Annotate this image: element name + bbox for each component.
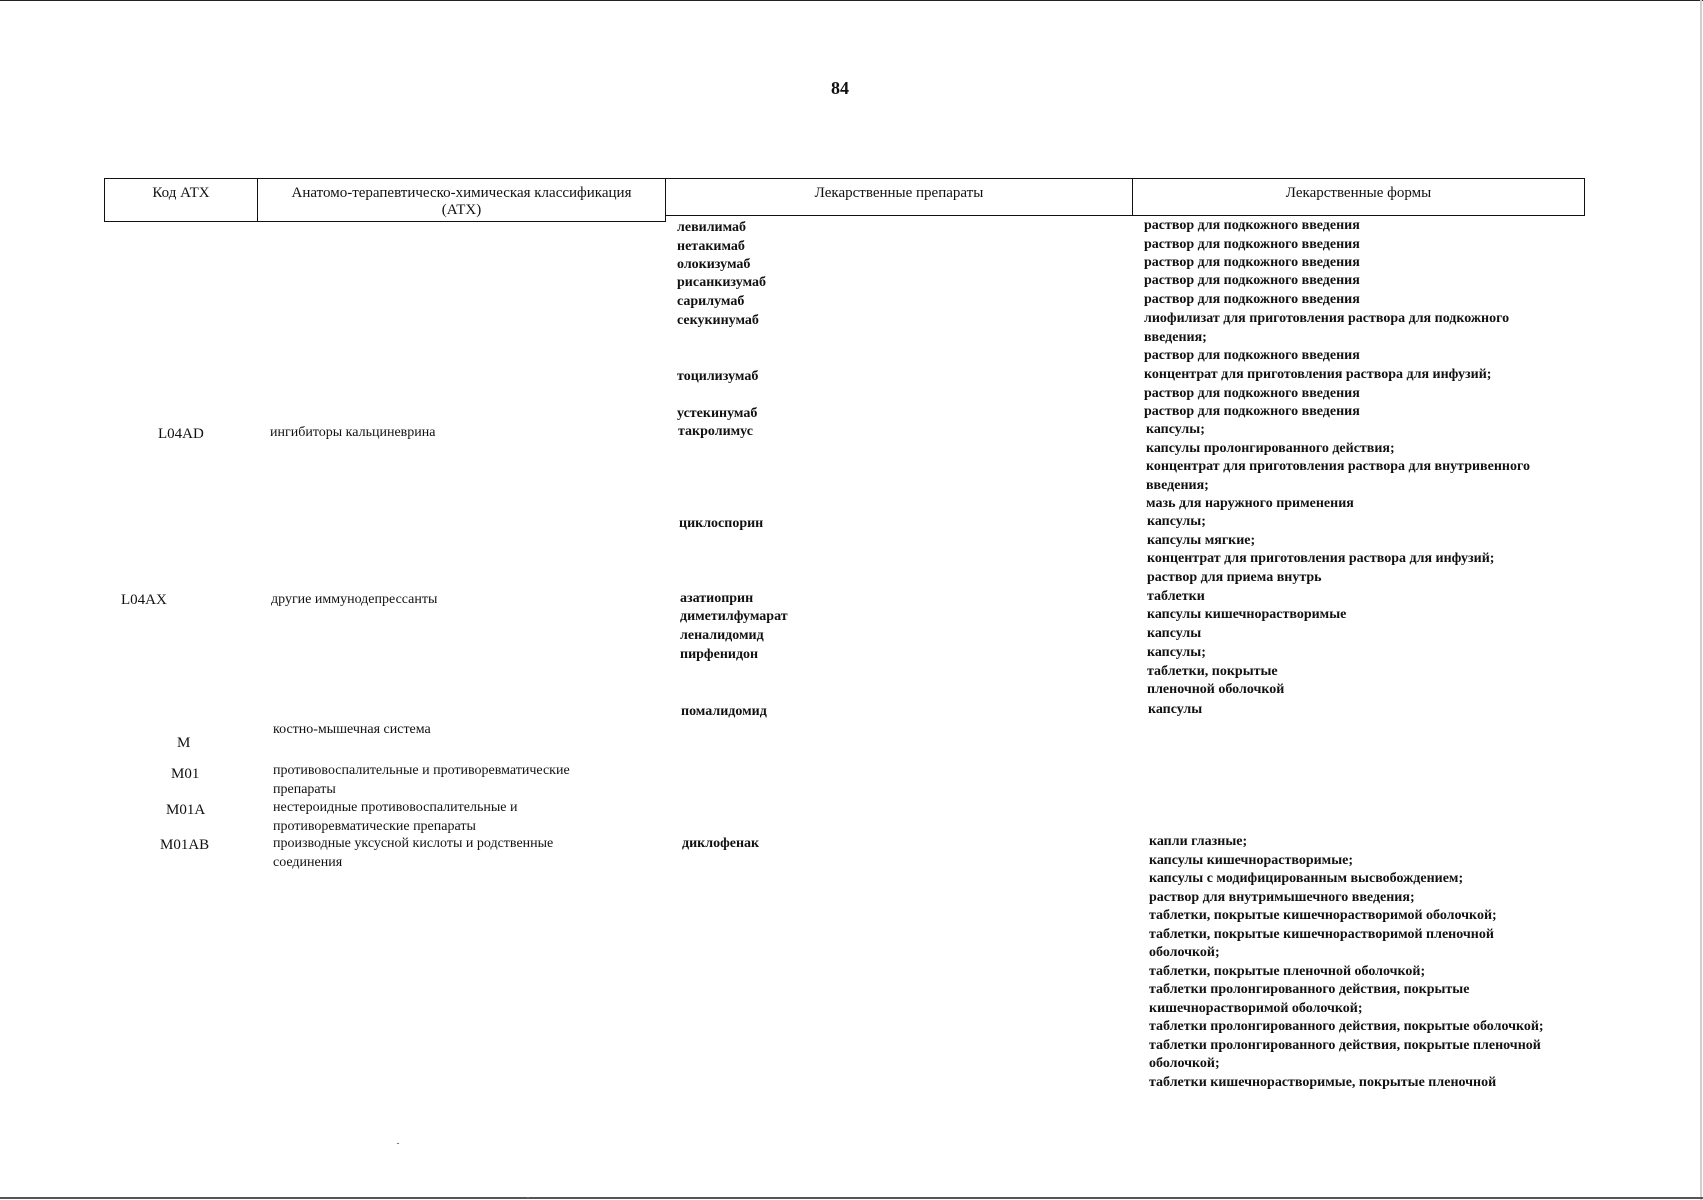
form-line: раствор для подкожного введения xyxy=(1144,255,1360,270)
atc-code: M01A xyxy=(166,802,206,818)
drug-name: олокизумаб xyxy=(677,257,751,272)
drug-name: устекинумаб xyxy=(677,406,758,421)
form-line: таблетки, покрытые кишечнорастворимой пленочной xyxy=(1149,926,1494,942)
scan-speck xyxy=(527,1197,529,1198)
drug-forms xyxy=(1147,588,1205,607)
drug-name: тоцилизумаб xyxy=(677,369,759,384)
header-code-label: Код АТХ xyxy=(152,185,210,201)
drug-name: диклофенак xyxy=(682,836,760,851)
drug-forms xyxy=(1147,625,1201,644)
drug-forms xyxy=(1147,644,1284,700)
scan-border-top xyxy=(0,0,1703,1)
drug-name: пирфенидон xyxy=(680,647,759,662)
header-cell-code xyxy=(104,178,258,222)
form-line: концентрат для приготовления раствора для внутривенного xyxy=(1146,459,1530,474)
form-line: раствор для подкожного введения xyxy=(1144,292,1360,307)
atc-code: M01AB xyxy=(160,837,210,853)
drug-forms xyxy=(1144,310,1509,366)
form-line: раствор для подкожного введения xyxy=(1144,273,1360,288)
form-line: капсулы; xyxy=(1147,514,1206,529)
drug-forms xyxy=(1144,272,1360,291)
class-name-line: соединения xyxy=(273,854,343,870)
drug-name: диметилфумарат xyxy=(680,609,788,624)
form-line: раствор для подкожного введения xyxy=(1144,385,1360,401)
class-name-line: противоревматические препараты xyxy=(273,818,476,834)
class-name-line: костно-мышечная система xyxy=(273,722,431,737)
scan-border-right xyxy=(1700,0,1702,1200)
header-classification-label: Анатомо-терапевтическо-химическая классификация xyxy=(291,185,632,201)
form-line: раствор для подкожного введения xyxy=(1144,218,1360,233)
drug-name: нетакимаб xyxy=(677,239,745,254)
form-line: капсулы кишечнорастворимые; xyxy=(1149,852,1354,868)
form-line: капсулы xyxy=(1147,626,1202,641)
form-line: раствор для подкожного введения xyxy=(1144,404,1360,419)
drug-forms xyxy=(1144,291,1360,310)
form-line: введения; xyxy=(1146,477,1209,493)
header-cell-classification xyxy=(257,178,666,222)
page-number: 84 xyxy=(831,78,849,98)
drug-name: рисанкизумаб xyxy=(677,275,767,290)
drug-name: сарилумаб xyxy=(677,294,745,309)
drug-forms xyxy=(1147,513,1494,587)
form-line: таблетки кишечнорастворимые, покрытые пленочной xyxy=(1149,1074,1497,1090)
form-line: капсулы с модифицированным высвобождением; xyxy=(1149,871,1464,886)
atc-code: L04AX xyxy=(121,592,167,608)
drug-forms xyxy=(1148,701,1202,720)
drug-name: леналидомид xyxy=(680,628,764,643)
drug-name: азатиоприн xyxy=(680,591,754,606)
form-line: кишечнорастворимой оболочкой; xyxy=(1149,1000,1363,1016)
drug-forms xyxy=(1144,254,1360,273)
form-line: введения; xyxy=(1144,329,1207,345)
form-line: раствор для подкожного введения xyxy=(1144,348,1360,363)
form-line: капсулы мягкие; xyxy=(1147,532,1256,548)
scan-border-bottom xyxy=(0,1197,1703,1199)
form-line: капсулы кишечнорастворимые xyxy=(1147,607,1347,622)
form-line: пленочной оболочкой xyxy=(1147,682,1285,697)
form-line: оболочкой; xyxy=(1149,1056,1220,1071)
form-line: капли глазные; xyxy=(1149,834,1248,849)
form-line: раствор для внутримышечного введения; xyxy=(1149,889,1415,905)
atc-class-name xyxy=(273,721,431,740)
form-line: оболочкой; xyxy=(1149,945,1220,960)
form-line: таблетки пролонгированного действия, покрытые xyxy=(1149,982,1470,997)
drug-name: циклоспорин xyxy=(679,516,764,531)
form-line: лиофилизат для приготовления раствора для подкожного xyxy=(1144,311,1510,326)
header-cell-drugs xyxy=(665,178,1133,216)
form-line: таблетки, покрытые кишечнорастворимой оболочкой; xyxy=(1149,908,1497,923)
drug-name: такролимус xyxy=(678,424,753,439)
form-line: концентрат для приготовления раствора для инфузий; xyxy=(1144,367,1492,382)
drug-forms xyxy=(1146,421,1530,514)
atc-class-name xyxy=(271,591,437,610)
class-name-line: другие иммунодепрессанты xyxy=(271,592,438,607)
atc-class-name xyxy=(273,799,517,836)
header-forms-label: Лекарственные формы xyxy=(1285,185,1432,201)
drug-name: помалидомид xyxy=(681,704,767,719)
atc-code: M xyxy=(177,735,191,751)
drug-name: левилимаб xyxy=(677,220,747,235)
scan-speck xyxy=(397,1143,399,1144)
form-line: таблетки, покрытые пленочной оболочкой; xyxy=(1149,963,1426,979)
form-line: раствор для подкожного введения xyxy=(1144,237,1360,252)
form-line: таблетки пролонгированного действия, покрытые оболочкой; xyxy=(1149,1019,1544,1034)
class-name-line: нестероидные противовоспалительные и xyxy=(273,800,518,815)
header-drugs-label: Лекарственные препараты xyxy=(814,185,984,201)
form-line: капсулы пролонгированного действия; xyxy=(1146,440,1395,456)
class-name-line: противовоспалительные и противоревматические xyxy=(273,763,570,778)
form-line: таблетки пролонгированного действия, покрытые пленочной xyxy=(1149,1037,1541,1053)
drug-forms xyxy=(1149,833,1544,1092)
atc-code: M01 xyxy=(171,766,200,782)
header-classification-abbr: (АТХ) xyxy=(441,202,482,218)
class-name-line: производные уксусной кислоты и родственные xyxy=(273,836,554,851)
atc-class-name xyxy=(270,424,435,443)
drug-forms xyxy=(1144,366,1491,403)
form-line: капсулы xyxy=(1148,702,1203,717)
drug-name: секукинумаб xyxy=(677,313,759,328)
drug-forms xyxy=(1147,606,1346,625)
class-name-line: ингибиторы кальциневрина xyxy=(270,425,436,440)
atc-class-name xyxy=(273,835,553,872)
atc-class-name xyxy=(273,762,570,799)
header-cell-forms xyxy=(1132,178,1585,216)
atc-code: L04AD xyxy=(158,426,204,442)
form-line: капсулы; xyxy=(1146,422,1205,437)
form-line: таблетки xyxy=(1147,589,1205,604)
drug-forms xyxy=(1144,403,1360,422)
form-line: мазь для наружного применения xyxy=(1146,496,1354,511)
form-line: концентрат для приготовления раствора для инфузий; xyxy=(1147,551,1495,566)
drug-forms xyxy=(1144,236,1360,255)
class-name-line: препараты xyxy=(273,781,336,797)
form-line: раствор для приема внутрь xyxy=(1147,569,1322,585)
form-line: капсулы; xyxy=(1147,645,1206,660)
form-line: таблетки, покрытые xyxy=(1147,663,1278,679)
drug-forms xyxy=(1144,217,1360,236)
